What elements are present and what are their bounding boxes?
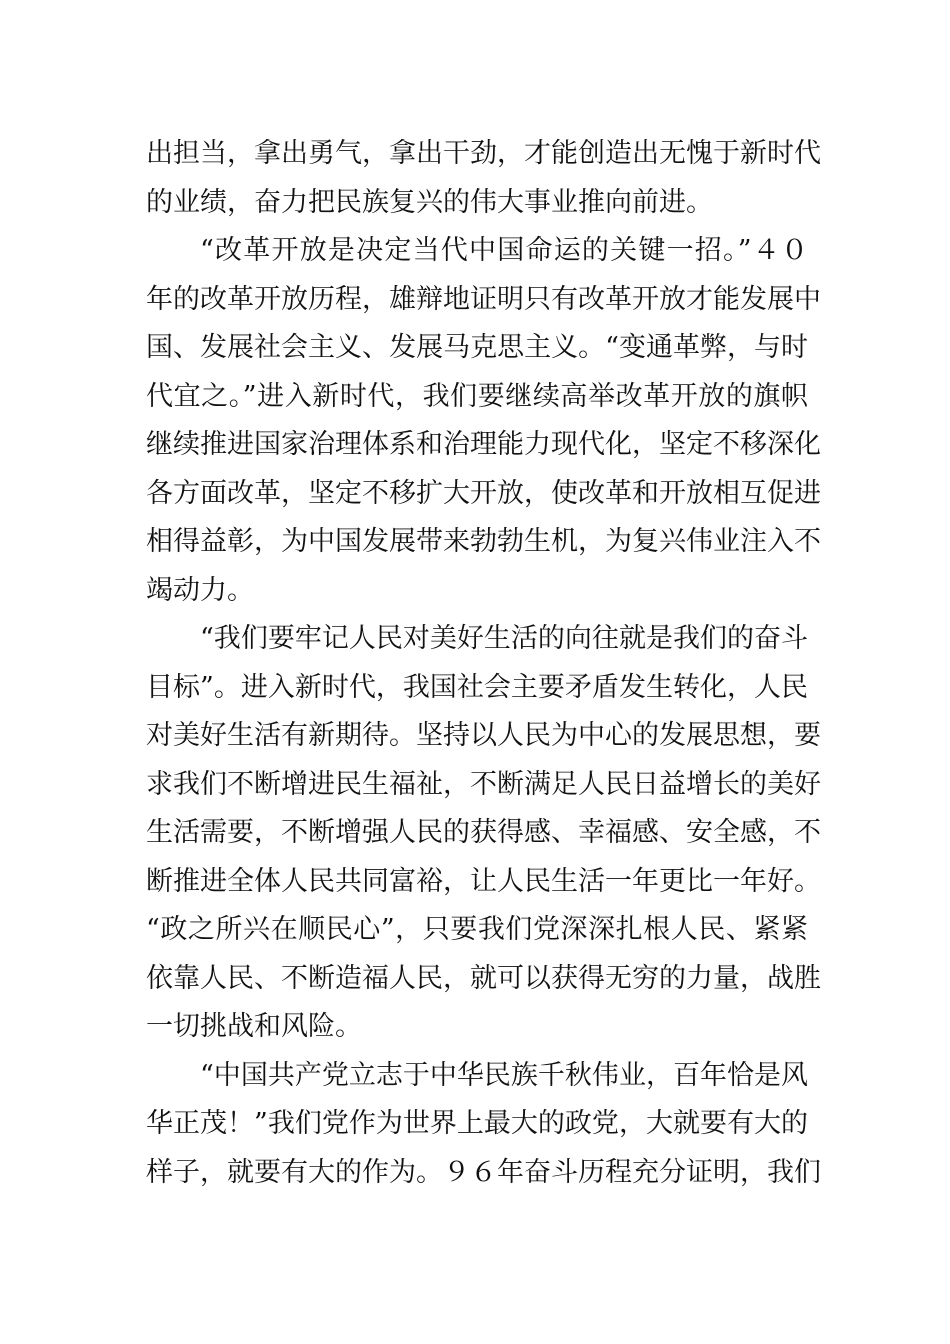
text-line: 继续推进国家治理体系和治理能力现代化，坚定不移深化 <box>146 429 821 460</box>
text-line: “改革开放是决定当代中国命运的关键一招。”４０ <box>200 235 808 266</box>
paragraph <box>146 130 821 227</box>
text-line: 一切挑战和风险。 <box>146 1011 362 1042</box>
text-line: 的业绩，奋力把民族复兴的伟大事业推向前进。 <box>146 186 713 218</box>
text-line: 求我们不断增进民生福祉，不断满足人民日益增长的美好 <box>146 768 821 800</box>
text-line: 年的改革开放历程，雄辩地证明只有改革开放才能发展中 <box>146 283 821 315</box>
paragraph <box>146 227 821 615</box>
paragraph <box>146 615 821 1052</box>
text-line: 国、发展社会主义、发展马克思主义。“变通革弊，与时 <box>146 332 808 363</box>
text-line: “中国共产党立志于中华民族千秋伟业，百年恰是风 <box>200 1059 808 1091</box>
text-line: 目标”。进入新时代，我国社会主要矛盾发生转化，人民 <box>146 671 808 703</box>
text-line: 竭动力。 <box>146 574 254 606</box>
text-line: 对美好生活有新期待。坚持以人民为中心的发展思想，要 <box>146 720 821 751</box>
text-line: 断推进全体人民共同富裕，让人民生活一年更比一年好。 <box>146 865 821 897</box>
text-line: “我们要牢记人民对美好生活的向往就是我们的奋斗 <box>200 623 808 654</box>
text-line: 代宜之。”进入新时代，我们要继续高举改革开放的旗帜 <box>146 380 808 412</box>
text-line: 各方面改革，坚定不移扩大开放，使改革和开放相互促进 <box>146 477 821 509</box>
text-line: 出担当，拿出勇气，拿出干劲，才能创造出无愧于新时代 <box>146 138 821 169</box>
text-line: 生活需要，不断增强人民的获得感、幸福感、安全感，不 <box>146 817 821 848</box>
text-line: 样子，就要有大的作为。９６年奋斗历程充分证明，我们 <box>146 1156 821 1188</box>
text-line: 相得益彰，为中国发展带来勃勃生机，为复兴伟业注入不 <box>146 526 821 557</box>
paragraph <box>146 1052 821 1198</box>
text-line: “政之所兴在顺民心”，只要我们党深深扎根人民、紧紧 <box>146 914 808 945</box>
text-line: 华正茂！”我们党作为世界上最大的政党，大就要有大的 <box>146 1108 808 1139</box>
document-body-text <box>146 130 821 1197</box>
text-line: 依靠人民、不断造福人民，就可以获得无穷的力量，战胜 <box>146 962 821 994</box>
